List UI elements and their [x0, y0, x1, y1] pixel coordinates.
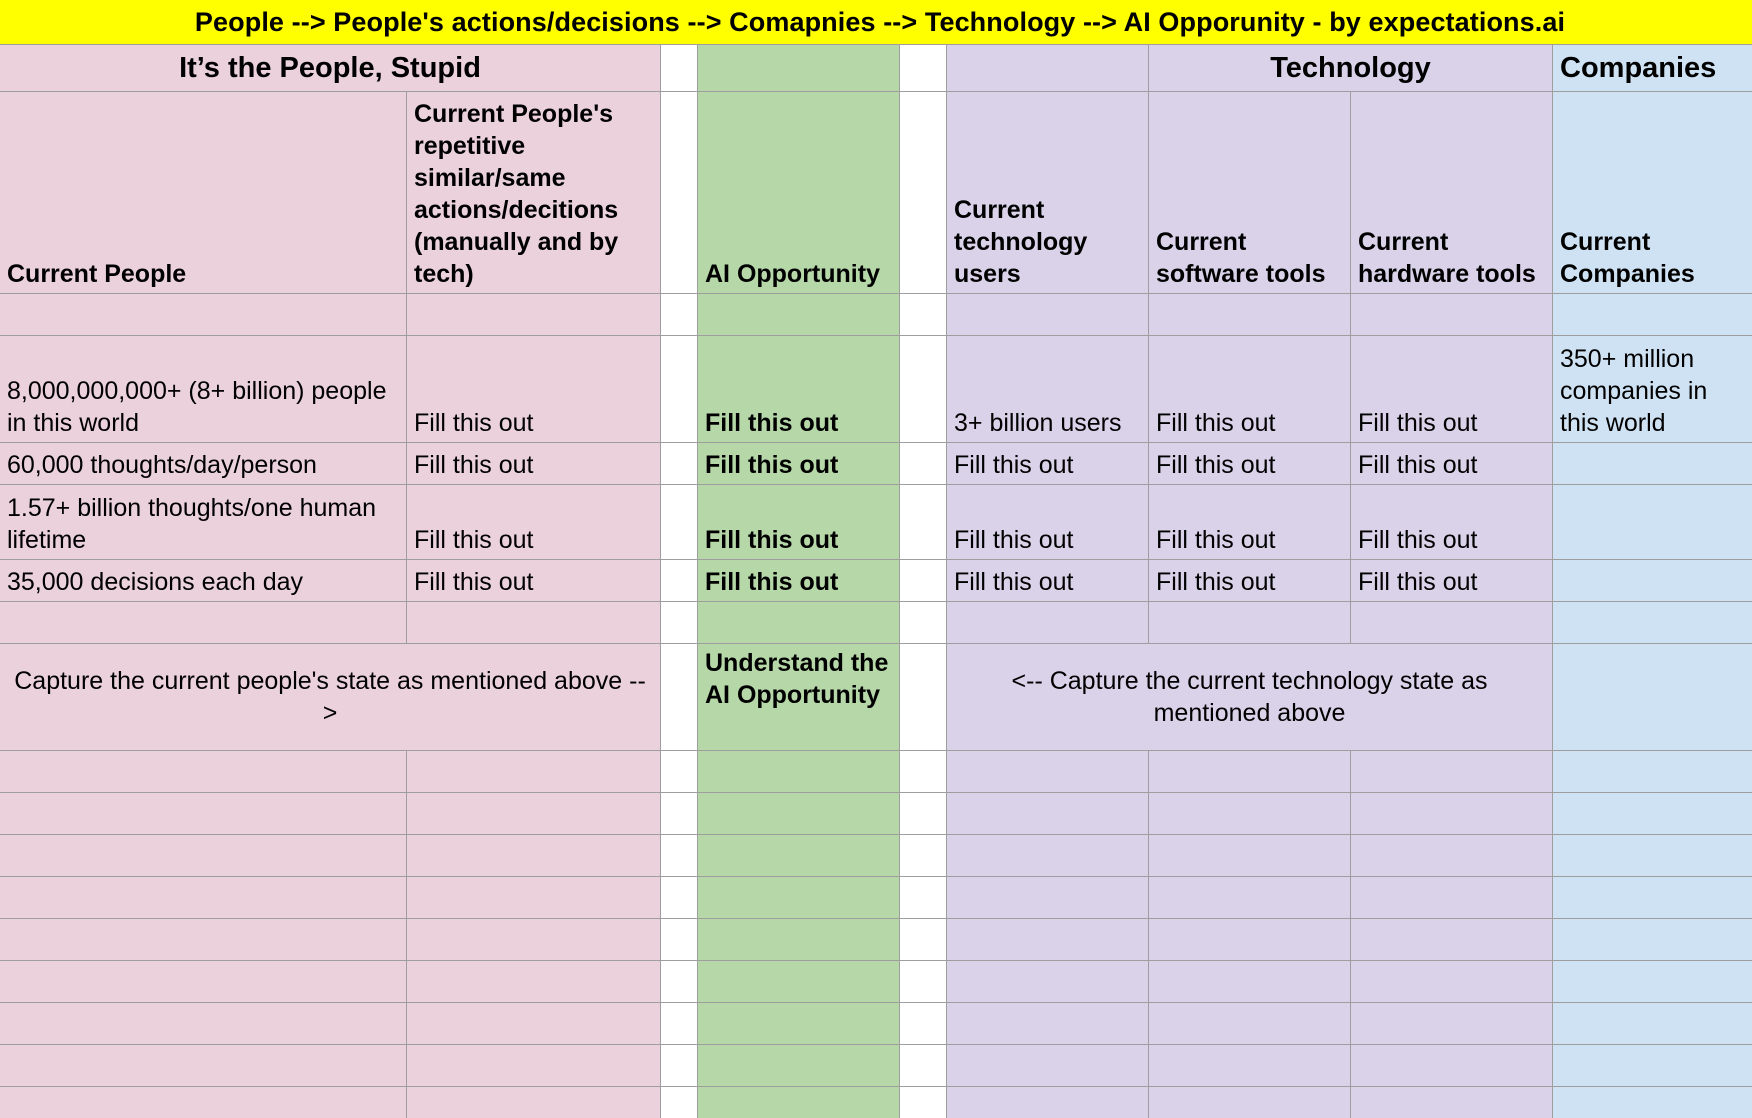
cell[interactable]	[698, 45, 899, 91]
cell[interactable]	[947, 1045, 1148, 1086]
cell[interactable]	[900, 877, 946, 918]
cell[interactable]	[407, 793, 660, 834]
cell[interactable]	[1351, 1087, 1552, 1118]
cell[interactable]	[1553, 1087, 1752, 1118]
cell-tech-users[interactable]: 3+ billion users	[947, 336, 1148, 442]
cell[interactable]	[661, 961, 697, 1002]
cell[interactable]	[1553, 602, 1752, 643]
cell[interactable]	[407, 294, 660, 335]
cell[interactable]	[407, 1003, 660, 1044]
cell-current-people[interactable]: 60,000 thoughts/day/person	[0, 443, 406, 484]
cell[interactable]	[947, 793, 1148, 834]
cell[interactable]	[0, 294, 406, 335]
cell[interactable]	[698, 877, 899, 918]
cell-current-people[interactable]: 1.57+ billion thoughts/one human lifetime	[0, 485, 406, 559]
cell-current-companies[interactable]	[1553, 485, 1752, 559]
cell[interactable]	[1149, 835, 1350, 876]
cell[interactable]	[661, 1087, 697, 1118]
cell[interactable]	[661, 336, 697, 442]
cell[interactable]	[1351, 793, 1552, 834]
cell[interactable]	[661, 92, 697, 293]
cell[interactable]	[1351, 294, 1552, 335]
cell[interactable]	[1351, 1003, 1552, 1044]
cell[interactable]	[661, 644, 697, 750]
cell[interactable]	[1351, 919, 1552, 960]
header-current-actions[interactable]: Current People's repetitive similar/same actions/decitions (manually and by tech)	[407, 92, 660, 293]
cell[interactable]	[947, 602, 1148, 643]
cell[interactable]	[947, 751, 1148, 792]
cell[interactable]	[661, 443, 697, 484]
cell[interactable]	[698, 751, 899, 792]
cell[interactable]	[661, 751, 697, 792]
cell-software-tools[interactable]: Fill this out	[1149, 443, 1350, 484]
cell-software-tools[interactable]: Fill this out	[1149, 336, 1350, 442]
cell[interactable]	[698, 793, 899, 834]
cell[interactable]	[407, 835, 660, 876]
cell[interactable]	[947, 877, 1148, 918]
cell[interactable]	[900, 485, 946, 559]
cell[interactable]	[1149, 793, 1350, 834]
cell[interactable]	[661, 560, 697, 601]
cell[interactable]	[900, 560, 946, 601]
cell[interactable]	[698, 1045, 899, 1086]
cell[interactable]	[698, 919, 899, 960]
cell-ai-opportunity[interactable]: Fill this out	[698, 443, 899, 484]
cell[interactable]	[0, 919, 406, 960]
cell[interactable]	[1553, 294, 1752, 335]
cell[interactable]	[407, 1045, 660, 1086]
cell-tech-users[interactable]: Fill this out	[947, 560, 1148, 601]
cell-software-tools[interactable]: Fill this out	[1149, 560, 1350, 601]
cell-ai-opportunity[interactable]: Fill this out	[698, 336, 899, 442]
cell[interactable]	[698, 835, 899, 876]
cell-current-companies[interactable]: 350+ million companies in this world	[1553, 336, 1752, 442]
cell[interactable]	[947, 961, 1148, 1002]
cell[interactable]	[900, 45, 946, 91]
cell[interactable]	[0, 602, 406, 643]
cell-hardware-tools[interactable]: Fill this out	[1351, 336, 1552, 442]
group-header-people[interactable]: It’s the People, Stupid	[0, 45, 660, 91]
cell[interactable]	[698, 602, 899, 643]
cell[interactable]	[900, 751, 946, 792]
cell[interactable]	[661, 602, 697, 643]
cell[interactable]	[1149, 1087, 1350, 1118]
cell[interactable]	[947, 1087, 1148, 1118]
group-header-companies[interactable]: Companies	[1553, 45, 1752, 91]
cell[interactable]	[1149, 602, 1350, 643]
cell[interactable]	[900, 294, 946, 335]
cell[interactable]	[900, 92, 946, 293]
cell[interactable]	[0, 1087, 406, 1118]
cell[interactable]	[1149, 961, 1350, 1002]
cell[interactable]	[1351, 1045, 1552, 1086]
cell[interactable]	[661, 793, 697, 834]
cell[interactable]	[900, 602, 946, 643]
cell[interactable]	[947, 919, 1148, 960]
cell[interactable]	[900, 1087, 946, 1118]
cell[interactable]	[661, 1045, 697, 1086]
cell[interactable]	[698, 1087, 899, 1118]
cell[interactable]	[0, 793, 406, 834]
cell[interactable]	[1553, 793, 1752, 834]
cell[interactable]	[407, 602, 660, 643]
cell[interactable]	[661, 485, 697, 559]
cell[interactable]	[900, 336, 946, 442]
cell-hardware-tools[interactable]: Fill this out	[1351, 485, 1552, 559]
cell[interactable]	[1149, 877, 1350, 918]
cell[interactable]	[407, 961, 660, 1002]
note-ai[interactable]: Understand the AI Opportunity	[698, 644, 899, 750]
cell[interactable]	[1351, 877, 1552, 918]
cell[interactable]	[1553, 1003, 1752, 1044]
cell[interactable]	[698, 294, 899, 335]
cell[interactable]	[1149, 1003, 1350, 1044]
cell[interactable]	[1149, 1045, 1350, 1086]
cell[interactable]	[1149, 751, 1350, 792]
cell[interactable]	[900, 1003, 946, 1044]
cell[interactable]	[900, 793, 946, 834]
cell[interactable]	[1351, 751, 1552, 792]
cell[interactable]	[661, 45, 697, 91]
cell[interactable]	[1351, 961, 1552, 1002]
group-header-technology[interactable]: Technology	[1149, 45, 1552, 91]
cell[interactable]	[900, 1045, 946, 1086]
cell-current-people[interactable]: 35,000 decisions each day	[0, 560, 406, 601]
cell[interactable]	[1149, 294, 1350, 335]
cell[interactable]	[661, 294, 697, 335]
header-tech-users[interactable]: Current technology users	[947, 92, 1148, 293]
cell[interactable]	[0, 1003, 406, 1044]
sheet-title[interactable]: People --> People's actions/decisions --> Comapnies --> Technology --> AI Opporunity - by expectations.ai	[0, 0, 1752, 44]
cell-hardware-tools[interactable]: Fill this out	[1351, 560, 1552, 601]
cell[interactable]	[1553, 1045, 1752, 1086]
cell-current-people[interactable]: 8,000,000,000+ (8+ billion) people in this world	[0, 336, 406, 442]
cell[interactable]	[900, 919, 946, 960]
header-current-companies[interactable]: Current Companies	[1553, 92, 1752, 293]
cell-current-actions[interactable]: Fill this out	[407, 443, 660, 484]
cell[interactable]	[1553, 835, 1752, 876]
cell[interactable]	[407, 877, 660, 918]
cell[interactable]	[661, 1003, 697, 1044]
cell-current-actions[interactable]: Fill this out	[407, 560, 660, 601]
cell[interactable]	[661, 835, 697, 876]
cell[interactable]	[1553, 751, 1752, 792]
cell[interactable]	[0, 961, 406, 1002]
cell[interactable]	[1553, 877, 1752, 918]
cell[interactable]	[1351, 602, 1552, 643]
header-current-people[interactable]: Current People	[0, 92, 406, 293]
cell-current-actions[interactable]: Fill this out	[407, 336, 660, 442]
cell[interactable]	[407, 1087, 660, 1118]
cell-tech-users[interactable]: Fill this out	[947, 485, 1148, 559]
cell[interactable]	[407, 751, 660, 792]
cell[interactable]	[698, 1003, 899, 1044]
cell[interactable]	[947, 45, 1148, 91]
cell[interactable]	[1351, 835, 1552, 876]
header-hardware-tools[interactable]: Current hardware tools	[1351, 92, 1552, 293]
cell-current-actions[interactable]: Fill this out	[407, 485, 660, 559]
cell[interactable]	[661, 877, 697, 918]
cell-current-companies[interactable]	[1553, 443, 1752, 484]
note-technology[interactable]: <-- Capture the current technology state as mentioned above	[947, 644, 1552, 750]
cell[interactable]	[698, 961, 899, 1002]
cell[interactable]	[661, 919, 697, 960]
cell-hardware-tools[interactable]: Fill this out	[1351, 443, 1552, 484]
header-software-tools[interactable]: Current software tools	[1149, 92, 1350, 293]
cell[interactable]	[900, 443, 946, 484]
cell[interactable]	[900, 961, 946, 1002]
cell[interactable]	[900, 644, 946, 750]
cell[interactable]	[1553, 961, 1752, 1002]
cell[interactable]	[947, 835, 1148, 876]
header-ai-opportunity[interactable]: AI Opportunity	[698, 92, 899, 293]
cell[interactable]	[1553, 919, 1752, 960]
cell[interactable]	[947, 294, 1148, 335]
cell[interactable]	[407, 919, 660, 960]
cell[interactable]	[947, 1003, 1148, 1044]
note-people[interactable]: Capture the current people's state as mentioned above -->	[0, 644, 660, 750]
cell[interactable]	[0, 835, 406, 876]
cell[interactable]	[1553, 644, 1752, 750]
cell[interactable]	[900, 835, 946, 876]
cell-ai-opportunity[interactable]: Fill this out	[698, 485, 899, 559]
cell[interactable]	[0, 751, 406, 792]
cell[interactable]	[0, 1045, 406, 1086]
cell[interactable]	[0, 877, 406, 918]
cell-tech-users[interactable]: Fill this out	[947, 443, 1148, 484]
cell-software-tools[interactable]: Fill this out	[1149, 485, 1350, 559]
cell[interactable]	[1149, 919, 1350, 960]
cell-ai-opportunity[interactable]: Fill this out	[698, 560, 899, 601]
cell-current-companies[interactable]	[1553, 560, 1752, 601]
